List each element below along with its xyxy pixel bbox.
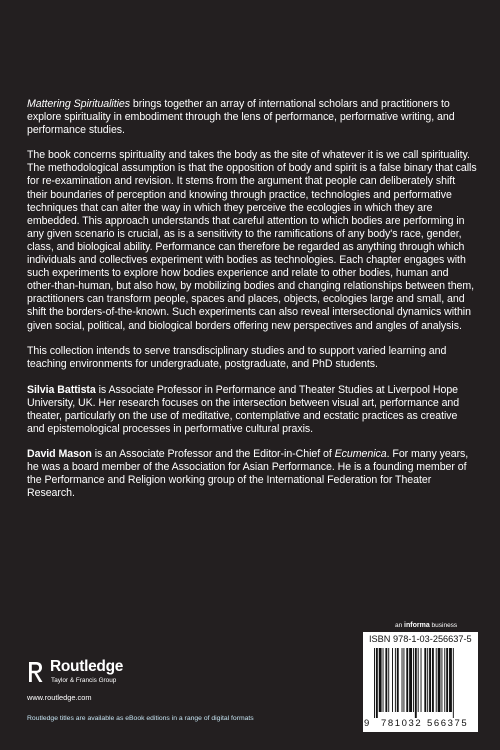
barcode-bar [453,648,454,718]
barcode-bar [441,648,442,712]
barcode-bar [421,648,422,712]
book-title: Mattering Spiritualities [27,98,131,110]
barcode-bar [403,648,404,712]
publisher-name: Routledge [50,658,124,675]
back-cover-copy [27,98,477,513]
barcode-bar [392,648,393,712]
barcode-bar [427,648,428,712]
barcode-bar [438,648,441,712]
barcode-bar [395,648,396,712]
barcode-bar [418,648,419,712]
journal-title: Ecumenica [334,448,387,461]
barcode-bar [385,648,387,712]
publisher-website[interactable]: www.routledge.com [27,693,92,702]
barcode-bar [432,648,434,712]
author-bio-mason: David Mason is an Associate Professor and the Editor-in-Chief of Ecumenica. For many years, he was a board member of the Association for Asian Performance. He is a founding member of the Performance and Religion working group of the International Federation for Theater Research. [27,448,469,500]
barcode-bar [376,648,378,718]
barcode-bar [406,648,408,712]
audience-paragraph: This collection intends to serve transdisciplinary studies and to support varied learning and teaching environments for undergraduate, postgraduate, and PhD students. [27,344,447,370]
barcode-bar [415,648,417,718]
barcode-bar [409,648,412,712]
barcode-digits-left: 781032 [381,718,423,729]
barcode-bar [424,648,426,712]
barcode-bar [388,648,389,712]
barcode-bar [429,648,431,712]
barcode-bars [371,648,475,718]
isbn-barcode [363,632,478,732]
publisher-group: Taylor & Francis Group [51,677,117,684]
description-paragraph: The book concerns spirituality and takes the body as the site of whatever it is we call spirituality. The methodological assumption is that the opposition of body and spirit is a false binary that calls for re-examination and revision. It stems from the argument that people can deliberately shift their boundaries of perception and knowing through practice, technologies and performative techniques that can alter the way in which they perceive the ecologies in which they are embedded. This approach understands that careful attention to which bodies are performing in any given scenario is crucial, as is a sensitivity to the ramifications of any body's race, gender, class, and biological ability. Performance can therefore be regarded as anything through which individuals and collectives experiment with bodies as technologies. Each chapter engages with such experiments to explore how bodies experience and relate to other bodies, human and other-than-human, but also how, by mobilizing bodies and changing relationships between them, practitioners can transform people, spaces and places, objects, ecologies large and small, and shift the borders-of-the-known. Such experiments can also reveal intersectional dynamics within given social, political, and biological borders offering new perspectives and angles of analysis. [27,149,477,332]
barcode-bar [413,648,414,712]
barcode-bar [402,648,403,712]
ebook-note: Routledge titles are available as eBook editions in a range of digital formats [27,715,254,722]
barcode-bar [436,648,437,712]
barcode-bar [374,648,375,718]
routledge-r-icon [27,660,44,684]
isbn-label: ISBN 978-1-03-256637-5 [369,634,472,644]
barcode-bar [383,648,384,712]
barcode-digits-right: 566375 [427,718,469,729]
author-bio-battista: Silvia Battista is Associate Professor in Performance and Theater Studies at Liverpool Hope University, UK. Her research focuses on the intersection between visual art, performance and theater, particularly on the use of meditative, contemplative and ecstatic practices as creative and epistemological processes in performative cultural praxis. [27,383,460,436]
barcode-bar [379,648,382,712]
informa-business-label: an informa business [395,622,458,629]
author-name: Silvia Battista [27,383,96,396]
barcode-bar [397,648,399,712]
barcode-bar [449,648,452,712]
barcode-digit-first: 9 [364,718,370,729]
barcode-bar [446,648,448,712]
author-name: David Mason [27,448,92,461]
barcode-bar [444,648,445,712]
intro-paragraph: Mattering Spiritualities brings together an array of international scholars and practitioners to explore spirituality in embodiment through the lens of performance, performative writing, and performance studies. [27,98,455,137]
